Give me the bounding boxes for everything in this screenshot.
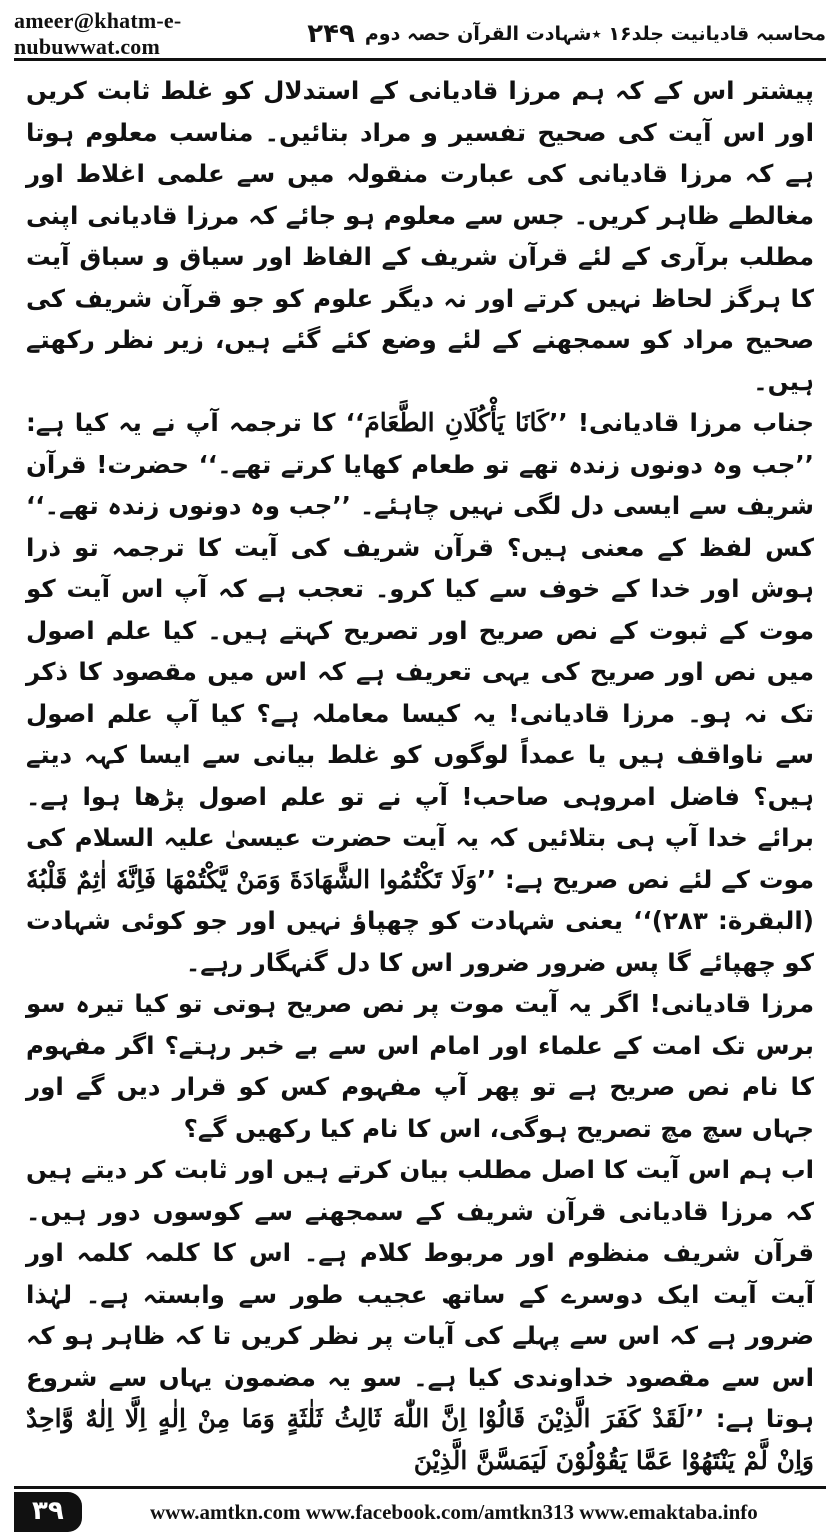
paragraph-4-body: اب ہم اس آیت کا اصل مطلب بیان کرتے ہیں اور ثابت کر دیتے ہیں کہ مرزا قادیانی قرآن شریف کے سمجھنے سے کوسوں دور ہیں۔ قرآن شریف منظوم اور مربوط کلام ہے۔ اس کا کلمہ کلمہ اور آیت آیت ایک دوسرے کے ساتھ عجیب طور سے وابستہ ہے۔ لہٰذا ضرور ہے کہ اس سے پہلے کی آیات پر نظر کریں تا کہ ظاہر ہو کہ اس سے مقصود خداوندی کیا ہے۔ سو یہ مضمون یہاں سے شروع ہوتا ہے: ’’ [26,1155,814,1433]
page-footer [14,1492,826,1532]
paragraph-2-body: ‘‘ کا ترجمہ آپ نے یہ کیا ہے: ’’جب وہ دونوں زندہ تھے تو طعام کھایا کرتے تھے۔‘‘ حضرت! قرآن شریف سے ایسی دل لگی نہیں چاہئے۔ ’’جب وہ دونوں زندہ تھے۔‘‘ کس لفظ کے معنی ہیں؟ قرآن شریف کی آیت کا ترجمہ تو ذرا ہوش اور خدا کے خوف سے کیا کرو۔ تعجب ہے کہ آپ اس آیت کو موت کے ثبوت کے نص صریح اور تصریح کہتے ہیں۔ کیا علم اصول میں نص اور صریح کی یہی تعریف ہے کہ اس میں مقصود کا ذکر تک نہ ہو۔ مرزا قادیانی! یہ کیسا معاملہ ہے؟ کیا آپ علم اصول سے ناواقف ہیں یا عمداً لوگوں کو غلط بیانی سے ایسا کہہ دیتے ہیں؟ فاضل امروہی صاحب! آپ نے تو علم اصول پڑھا ہوا ہے۔ برائے خدا آپ ہی بتلائیں کہ یہ آیت حضرت عیسیٰ علیہ السلام کی موت کے لئے نص صریح ہے: ’’ [26,408,814,894]
header-email[interactable]: ameer@khatm-e-nubuwwat.com [14,8,182,59]
paragraph-2 [26,402,814,983]
quran-phrase-1: کَانَا یَأْکُلَانِ الطَّعَامَ [364,408,550,437]
footer-links[interactable]: www.amtkn.com www.facebook.com/amtkn313 www.emaktaba.info [149,1499,758,1524]
page-header [14,8,826,59]
header-rule [14,58,826,61]
quran-phrase-3: لَقَدْ کَفَرَ الَّذِیْنَ قَالُوْا اِنَّ اللّٰهَ ثَالِثُ ثَلٰثَةٍ وَمَا مِنْ اِلٰهٍ اِلَّا اِلٰهٌ وَّاحِدٌ وَاِنْ لَّمْ یَنْتَهُوْا عَمَّا یَقُوْلُوْنَ لَیَمَسَّنَّ الَّذِیْنَ [26,1404,814,1475]
paragraph-3: مرزا قادیانی! اگر یہ آیت موت پر نص صریح ہوتی تو کیا تیرہ سو برس تک امت کے علماء اور امام اس سے بے خبر رہتے؟ اگر مفہوم کا نام نص صریح ہے تو پھر آپ مفہوم کس کو قرار دیں گے اور جہاں سچ مچ تصریح ہوگی، اس کا نام کیا رکھیں گے؟ [26,989,814,1143]
paragraph-2-end: (البقرة: ۲۸۳)‘‘ یعنی شہادت کو چھپاؤ نہیں اور جو کوئی شہادت کو چھپائے گا پس ضرور ضرور اس کا دل گنہگار رہے۔ [26,906,814,977]
quran-phrase-2: وَلَا تَکْتُمُوا الشَّهَادَةَ وَمَنْ یَّکْتُمْهَا فَاِنَّهٗ اٰثِمٌ قَلْبُهٗ [26,864,478,894]
header-page-number: ۲۴۹ [307,19,355,49]
header-left-group [14,8,365,60]
paragraph-4 [26,1149,814,1481]
footer-rule [14,1486,826,1489]
footer-page-number: ۳۹ [14,1492,82,1532]
paragraph-1: پیشتر اس کے کہ ہم مرزا قادیانی کے استدلال کو غلط ثابت کریں اور اس آیت کی صحیح تفسیر و مراد بتائیں۔ مناسب معلوم ہوتا ہے کہ مرزا قادیانی کی عبارت منقولہ میں سے علمی اغلاط اور مغالطے ظاہر کریں۔ جس سے معلوم ہو جائے کہ مرزا قادیانی اپنی مطلب برآری کے لئے قرآن شریف کے الفاظ اور سیاق و سباق آیت کا ہرگز لحاظ نہیں کرتے اور نہ دیگر علوم کو جو قرآن شریف کی صحیح مراد کو سمجھنے کے لئے وضع کئے گئے ہیں، زیر نظر رکھتے ہیں۔ [26,76,814,396]
header-book-title: محاسبہ قادیانیت جلد۱۶ ٭شہادت القرآن حصہ دوم [364,23,826,45]
paragraph-2-intro: جناب مرزا قادیانی! ’’ [549,408,815,437]
page-body [26,70,814,1481]
